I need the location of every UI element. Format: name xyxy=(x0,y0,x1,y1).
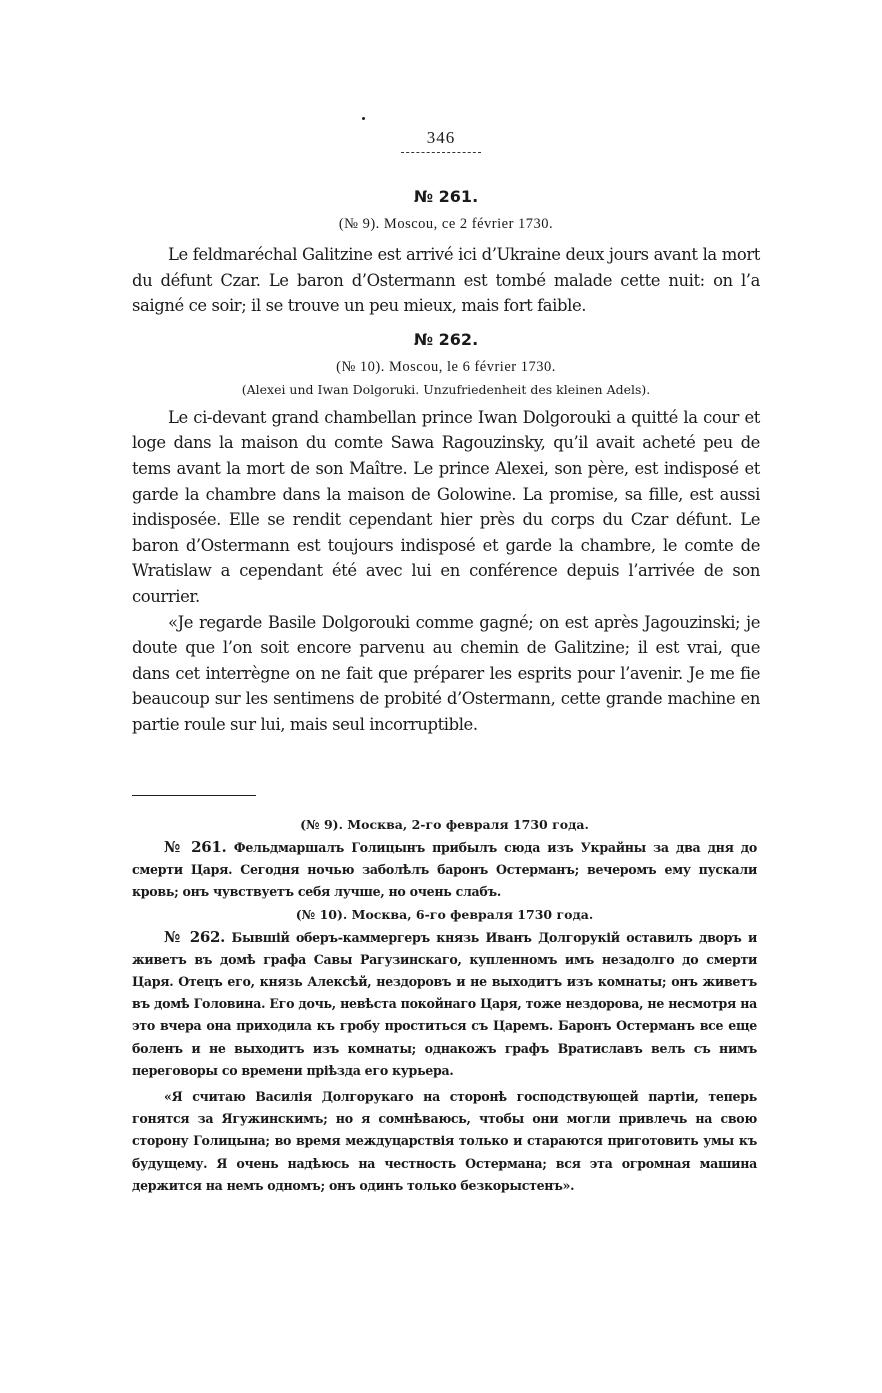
ink-speck xyxy=(362,117,365,120)
document-number: № 261. xyxy=(164,838,227,856)
letter-paragraph: Le feldmaréchal Galitzine est arrivé ici d’Ukraine deux jours avant la mort du défunt Czar. Le baron d’Ostermann est tombé malade cette nuit: on l’a saigné ce soir; il se trouve un peu mieux, mais fort faible. xyxy=(132,245,760,316)
document-number: № 261. xyxy=(413,187,479,206)
letter-paragraph: Le ci-devant grand chambellan prince Iwan Dolgorouki a quitté la cour et loge dans la maison du comte Sawa Ragouzinsky, qu’il avait acheté peu de tems avant la mort de son Maître. Le prince Alexei, son père, est indisposé et garde la chambre dans la maison de Golowine. La promise, sa fille, est aussi indisposée. Elle se rendit cependant hier près du corps du Czar défunt. Le baron d’Ostermann est toujours indisposé et garde la chambre, le comte de Wratislaw a cependant été avec lui en conférence depuis l’arrivée de son courrier. xyxy=(132,407,760,606)
russian-translation-section xyxy=(132,814,757,1197)
page-number: 346 xyxy=(401,128,481,153)
translation-text: Бывшій оберъ-каммергеръ князь Иванъ Долгорукій оставилъ дворъ и живетъ въ домѣ графа Савы Рагузинскаго, купленномъ имъ незадолго до смерти Царя. Отецъ его, князь Алексѣй, нездоровъ и не выходитъ изъ комнаты; онъ живетъ въ домѣ Головина. Его дочь, невѣста покойнаго Царя, тоже нездорова, не несмотря на это вчера она приходила къ гробу проститься съ Царемъ. Баронъ Остерманъ все еще боленъ и не выходитъ изъ комнаты; однакожъ графъ Вратиславъ велъ съ нимъ переговоры со времени пріѣзда его курьера. xyxy=(132,929,757,1078)
translation-paragraph xyxy=(132,836,757,904)
letter-paragraph: «Je regarde Basile Dolgorouki comme gagné; on est après Jagouzinski; je doute que l’on soit encore parvenu au chemin de Galitzine; il est vrai, que dans cet interrègne on ne fait que préparer les esprits pour l’avenir. Je me fie beaucoup sur les sentimens de probité d’Ostermann, cette grande machine en partie roule sur lui, mais seul incorruptible. xyxy=(132,612,760,734)
document-number: № 262. xyxy=(413,329,479,349)
footnote-divider xyxy=(132,795,256,796)
dateline: (№ 10). Moscou, le 6 février 1730. xyxy=(336,358,556,375)
french-text-section xyxy=(132,186,760,738)
page-header xyxy=(0,128,882,153)
translation-paragraph: «Я считаю Василія Долгорукаго на сторонѣ господствующей партіи, теперь гонятся за Ягужинскимъ; но я сомнѣваюсь, чтобы они могли привлечь на свою сторону Голицына; во время междуцарствія только и стараются приготовить умы къ будущему. Я очень надѣюсь на честность Остермана; вся эта огромная машина держится на немъ одномъ; онъ одинъ только безкорыстенъ». xyxy=(132,1089,757,1193)
translation-paragraph xyxy=(132,926,757,1082)
dateline: (№ 9). Москва, 2-го февраля 1730 года. xyxy=(300,817,589,832)
dateline: (№ 10). Москва, 6-го февраля 1730 года. xyxy=(295,906,594,922)
summary-subtitle: (Alexei und Iwan Dolgoruki. Unzufriedenheit des kleinen Adels). xyxy=(241,381,651,397)
translation-text: Фельдмаршалъ Голицынъ прибылъ сюда изъ Украйны за два дня до смерти Царя. Сегодня ночью заболѣлъ баронъ Остерманъ; вечеромъ ему пускали кровь; онъ чувствуетъ себя лучше, но очень слабъ. xyxy=(132,840,757,900)
document-number: № 262. xyxy=(164,927,226,946)
dateline: (№ 9). Moscou, ce 2 février 1730. xyxy=(338,216,554,232)
